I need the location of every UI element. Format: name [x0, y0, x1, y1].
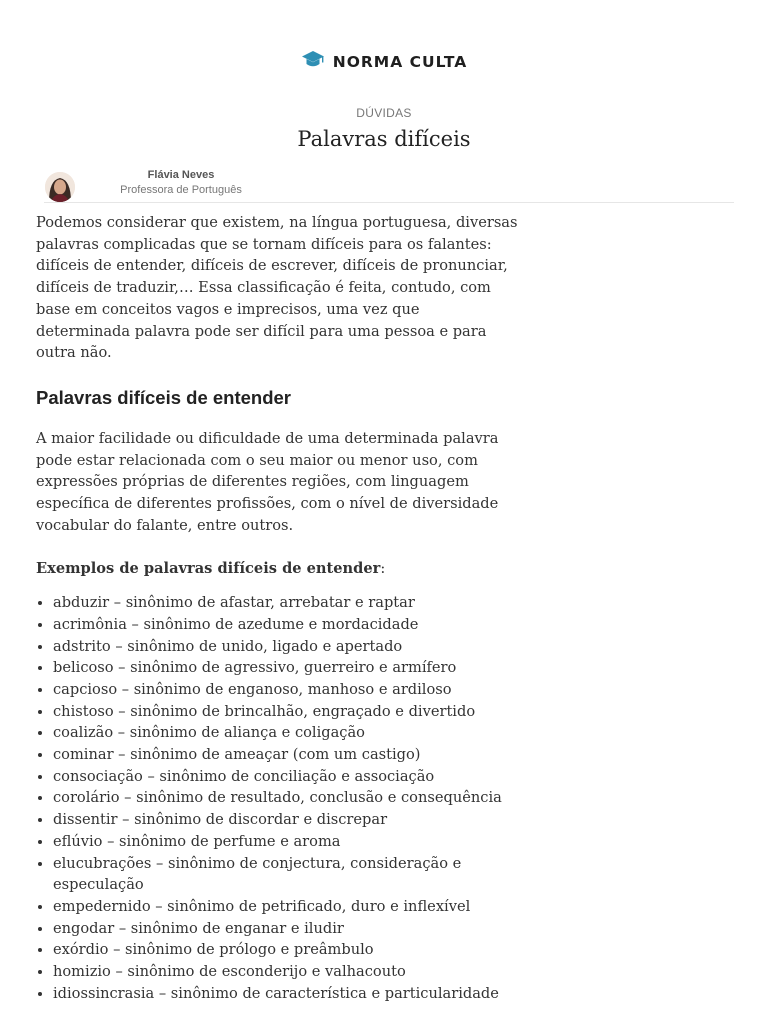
list-item: • abduzir – sinônimo de afastar, arrebatar e raptar	[53, 592, 518, 614]
examples-label-colon: :	[380, 560, 386, 578]
list-item: • idiossincrasia – sinônimo de característica e particularidade	[53, 983, 518, 1005]
avatar[interactable]	[45, 172, 75, 202]
author-info	[116, 169, 246, 196]
examples-list	[36, 592, 518, 1004]
list-item: • chistoso – sinônimo de brincalhão, engraçado e divertido	[53, 701, 518, 723]
author-name[interactable]: Flávia Neves	[147, 169, 215, 181]
list-item: • exórdio – sinônimo de prólogo e preâmbulo	[53, 939, 518, 961]
section-paragraph: A maior facilidade ou dificuldade de uma determinada palavra pode estar relacionada com o seu maior ou menor uso, com expressões próprias de diferentes regiões, com linguagem específica de diferentes profissões, com o nível de diversidade vocabular do falante, entre outros.	[36, 429, 499, 534]
article-body	[36, 212, 518, 1005]
article-category[interactable]: DÚVIDAS	[356, 106, 412, 120]
list-item: • belicoso – sinônimo de agressivo, guerreiro e armífero	[53, 657, 518, 679]
intro-paragraph: Podemos considerar que existem, na língua portuguesa, diversas palavras complicadas que se tornam difíceis para os falantes: difíceis de entender, difíceis de escrever, difíceis de pronunciar, difíceis de traduzir,… Essa classificação é feita, contudo, com base em conceitos vagos e imprecisos, uma vez que determinada palavra pode ser difícil para uma pessoa e para outra não.	[36, 214, 518, 362]
author-role: Professora de Português	[120, 184, 242, 196]
list-item: • engodar – sinônimo de enganar e iludir	[53, 918, 518, 940]
page-title: Palavras difíceis	[297, 127, 471, 151]
examples-label	[36, 558, 518, 580]
list-item: • acrimônia – sinônimo de azedume e mordacidade	[53, 614, 518, 636]
list-item: • homizio – sinônimo de esconderijo e valhacouto	[53, 961, 518, 983]
list-item: • cominar – sinônimo de ameaçar (com um castigo)	[53, 744, 518, 766]
list-item: • elucubrações – sinônimo de conjectura, consideração e especulação	[53, 853, 518, 896]
list-item: • corolário – sinônimo de resultado, conclusão e consequência	[53, 787, 518, 809]
list-item: • dissentir – sinônimo de discordar e discrepar	[53, 809, 518, 831]
list-item: • capcioso – sinônimo de enganoso, manhoso e ardiloso	[53, 679, 518, 701]
graduation-cap-icon	[301, 50, 325, 74]
list-item: • adstrito – sinônimo de unido, ligado e apertado	[53, 636, 518, 658]
section-heading: Palavras difíceis de entender	[36, 386, 292, 408]
list-item: • empedernido – sinônimo de petrificado, duro e inflexível	[53, 896, 518, 918]
examples-label-text: Exemplos de palavras difíceis de entender	[36, 560, 381, 578]
list-item: • coalizão – sinônimo de aliança e coligação	[53, 722, 518, 744]
site-logo[interactable]	[0, 50, 768, 74]
brand-name: NORMA CULTA	[332, 53, 468, 71]
list-item: • consociação – sinônimo de conciliação e associação	[53, 766, 518, 788]
list-item: • eflúvio – sinônimo de perfume e aroma	[53, 831, 518, 853]
author-bar	[44, 168, 734, 203]
